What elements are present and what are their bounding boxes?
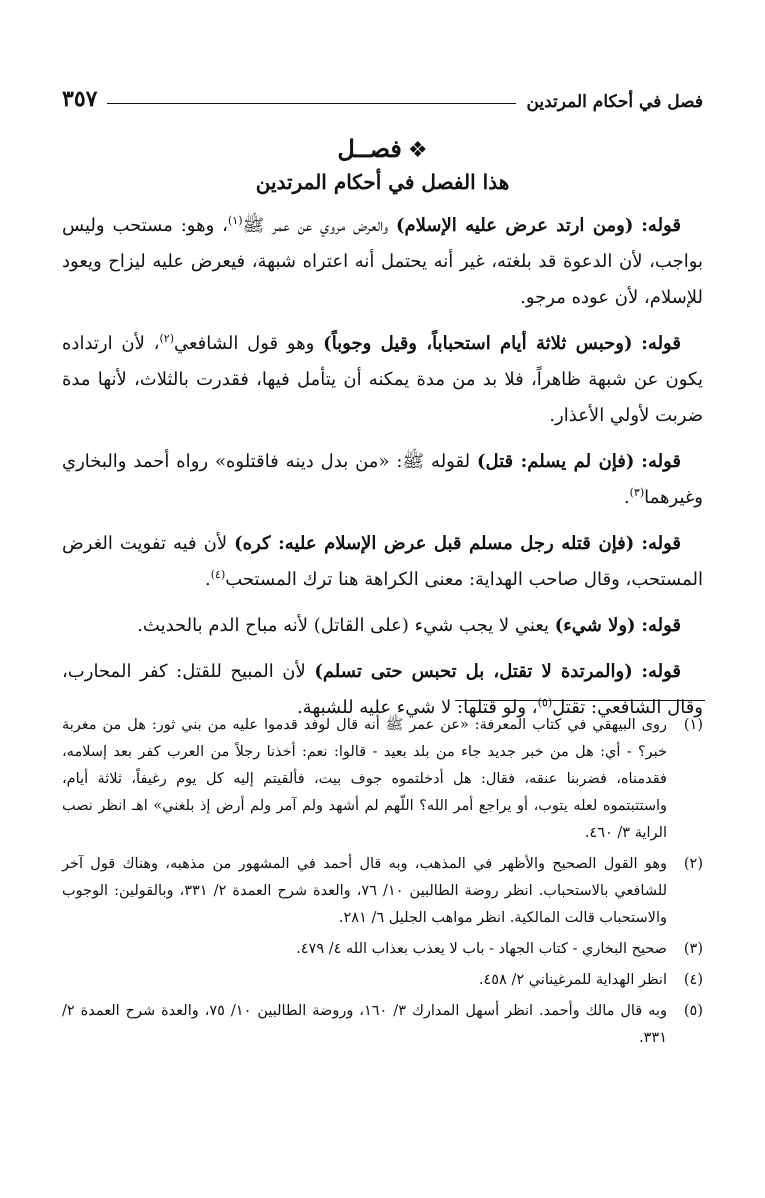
- qawluhu-label: قوله:: [641, 215, 681, 236]
- section-heading: [0, 134, 765, 163]
- matn-text: (والمرتدة لا تقتل، بل تحبس حتى تسلم): [314, 661, 633, 682]
- commentary-text: لقوله ﷺ: «من بدل دينه فاقتلوه» رواه أحمد والبخاري وغيرهما: [62, 451, 703, 508]
- section-subtitle: هذا الفصل في أحكام المرتدين: [255, 170, 510, 194]
- commentary-text: والعرض مروي عن عمر ﷺ: [242, 215, 397, 236]
- footnote-ref: (٥): [537, 696, 553, 709]
- paragraph: [62, 444, 703, 516]
- qawluhu-label: قوله:: [641, 333, 681, 354]
- section-title: فصــل: [337, 134, 402, 163]
- footnote: [62, 851, 703, 932]
- footnote-text: وهو القول الصحيح والأظهر في المذهب، وبه قال أحمد في المشهور من مذهبه، وهناك قول آخر للشافعي بالاستحباب. انظر روضة الطالبين ١٠/ ٧٦، والعدة شرح العمدة ٢/ ٣٣١، وبالقولين: الوجوب والاستحباب قالت المالكية. انظر مواهب الجليل ٦/ ٢٨١.: [62, 856, 667, 926]
- footnote-text: انظر الهداية للمرغيناني ٢/ ٤٥٨.: [478, 972, 667, 988]
- footnote-text: روى البيهقي في كتاب المعرفة: «عن عمر ﷺ أنه قال لوفد قدموا عليه من بني ثور: هل من مغربة خبر؟ - أي: هل من خبر جديد جاء من بلد بعيد - قالوا: نعم: أخذنا رجلاً من العرب كفر بعد إسلامه، فقدمناه، فضربنا عنقه، فقال: هل أدخلتموه جوف بيت، فألقيتم إليه كل يوم رغيفاً، ثلاثة أيام، واستتبتموه لعله يتوب، أو يراجع أمر الله؟ اللّهم لم أشهد ولم آمر ولم أرض إذ بلغني» اهـ انظر نصب الراية ٣/ ٤٦٠.: [62, 717, 667, 841]
- paragraph: [62, 526, 703, 598]
- footnote-ref: (٤): [210, 568, 226, 581]
- main-text: [62, 208, 703, 736]
- footnote-number: (٣): [683, 941, 703, 957]
- commentary-text: وهو قول الشافعي: [174, 333, 324, 354]
- footnote-ref: (٣): [629, 486, 645, 499]
- qawluhu-label: قوله:: [641, 615, 681, 636]
- commentary-text: .: [623, 487, 630, 508]
- page-number: ٣٥٧: [62, 86, 98, 112]
- paragraph: [62, 208, 703, 316]
- commentary-text: ، ولو قتلها: لا شيء عليه للشبهة.: [296, 697, 538, 718]
- commentary-text: ، لأن ارتداده يكون عن شبهة ظاهراً، فلا بد من مدة يمكنه أن يتأمل فيها، فقدرت بالثلاث، لأنها مدة ضربت لأولي الأعذار.: [62, 333, 703, 426]
- qawluhu-label: قوله:: [641, 451, 681, 472]
- footnote-number: (٢): [683, 856, 703, 872]
- footnote-text: وبه قال مالك وأحمد. انظر أسهل المدارك ٣/ ١٦٠، وروضة الطالبين ١٠/ ٧٥، والعدة شرح العمدة ٢/ ٣٣١.: [62, 1003, 668, 1046]
- matn-text: (ولا شيء): [554, 615, 636, 636]
- footnote: [62, 998, 703, 1052]
- commentary-text: لأن المبيح للقتل: كفر المحارب، وقال الشافعي: تقتل: [62, 661, 703, 718]
- qawluhu-label: قوله:: [641, 533, 681, 554]
- running-title: فصل في أحكام المرتدين: [526, 92, 703, 112]
- footnote: [62, 967, 703, 994]
- commentary-text: يعني لا يجب شيء (على القاتل) لأنه مباح الدم بالحديث.: [137, 615, 555, 636]
- ornament-icon: ❖: [407, 138, 428, 163]
- matn-text: (ومن ارتد عرض عليه الإسلام): [396, 215, 634, 236]
- commentary-text: .: [204, 569, 211, 590]
- footnote: [62, 936, 703, 963]
- footnote-number: (١): [683, 717, 703, 733]
- matn-text: (فإن قتله رجل مسلم قبل عرض الإسلام عليه: كره): [234, 533, 635, 554]
- qawluhu-label: قوله:: [641, 661, 681, 682]
- commentary-text: لأن فيه تفويت الغرض المستحب، وقال صاحب الهداية: معنى الكراهة هنا ترك المستحب: [62, 533, 703, 590]
- footnote-number: (٤): [683, 972, 703, 988]
- footnote-ref: (١): [227, 214, 243, 227]
- footnote-separator: [455, 700, 705, 701]
- commentary-text: ، وهو: مستحب وليس بواجب، لأن الدعوة قد بلغته، غير أنه يحتمل أنه اعتراه شبهة، فيعرض عليه ليزاح ويعود للإسلام، لأن عوده مرجو.: [62, 215, 703, 308]
- footnote: [62, 712, 703, 847]
- footnotes: [62, 712, 703, 1056]
- matn-text: (وحبس ثلاثة أيام استحباباً، وقيل وجوباً): [323, 333, 633, 354]
- matn-text: (فإن لم يسلم: قتل): [476, 451, 635, 472]
- paragraph: [62, 326, 703, 434]
- paragraph: [62, 608, 703, 644]
- footnote-ref: (٢): [159, 332, 174, 345]
- header-rule: [107, 103, 516, 104]
- footnote-text: صحيح البخاري - كتاب الجهاد - باب لا يعذب بعذاب الله ٤/ ٤٧٩.: [296, 941, 667, 957]
- footnote-number: (٥): [683, 1003, 703, 1019]
- page-header: [62, 80, 703, 112]
